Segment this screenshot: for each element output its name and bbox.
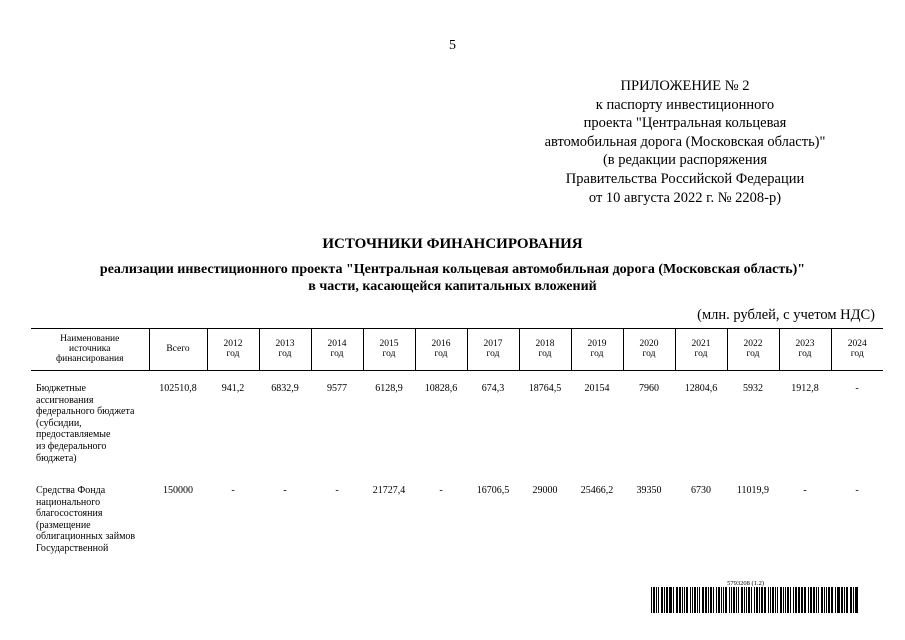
header-year: 2017 год bbox=[467, 329, 519, 371]
document-subtitle bbox=[40, 261, 865, 295]
value-cell: 5932 bbox=[743, 383, 763, 394]
appendix-line: автомобильная дорога (Московская область)" bbox=[544, 133, 826, 150]
table-row bbox=[31, 473, 883, 555]
value-cell: 9577 bbox=[327, 383, 347, 394]
header-year: 2013 год bbox=[259, 329, 311, 371]
value-cell: - bbox=[803, 485, 807, 496]
value-cell: - bbox=[439, 485, 443, 496]
value-cell: 20154 bbox=[584, 383, 610, 394]
header-source: Наименование источника финансирования bbox=[31, 329, 149, 371]
value-cell: 21727,4 bbox=[372, 485, 406, 496]
header-year: 2014 год bbox=[311, 329, 363, 371]
value-cell: 102510,8 bbox=[159, 383, 197, 394]
subtitle-line: в части, касающейся капитальных вложений bbox=[308, 279, 597, 294]
value-cell: 39350 bbox=[636, 485, 662, 496]
document-title: ИСТОЧНИКИ ФИНАНСИРОВАНИЯ bbox=[322, 236, 583, 252]
header-total: Всего bbox=[149, 329, 207, 371]
header-year: 2020 год bbox=[623, 329, 675, 371]
value-cell: 18764,5 bbox=[528, 383, 562, 394]
appendix-line: проекта "Центральная кольцевая bbox=[583, 115, 787, 132]
value-cell: 150000 bbox=[163, 485, 193, 496]
barcode-icon bbox=[650, 587, 860, 613]
units-note: (млн. рублей, с учетом НДС) bbox=[697, 307, 875, 323]
value-cell: - bbox=[855, 383, 859, 394]
value-cell: 29000 bbox=[532, 485, 558, 496]
table-header-row bbox=[31, 329, 883, 371]
header-year: 2021 год bbox=[675, 329, 727, 371]
source-cell: Средства Фонда национального благосостояния (размещение облигационных займов Государственной bbox=[36, 485, 136, 554]
value-cell: - bbox=[855, 485, 859, 496]
value-cell: - bbox=[231, 485, 235, 496]
barcode bbox=[650, 580, 860, 614]
appendix-line: ПРИЛОЖЕНИЕ № 2 bbox=[620, 78, 750, 94]
header-year: 2019 год bbox=[571, 329, 623, 371]
header-year: 2024 год bbox=[831, 329, 883, 371]
appendix-line: (в редакции распоряжения bbox=[602, 152, 768, 169]
value-cell: 6128,9 bbox=[375, 383, 403, 394]
header-year: 2022 год bbox=[727, 329, 779, 371]
value-cell: - bbox=[283, 485, 287, 496]
appendix-line: от 10 августа 2022 г. № 2208-р) bbox=[588, 189, 782, 206]
value-cell: 674,3 bbox=[481, 383, 505, 394]
value-cell: 7960 bbox=[639, 383, 659, 394]
header-year: 2018 год bbox=[519, 329, 571, 371]
table-row bbox=[31, 371, 883, 474]
header-year: 2015 год bbox=[363, 329, 415, 371]
value-cell: 6730 bbox=[691, 485, 711, 496]
appendix-line: Правительства Российской Федерации bbox=[565, 170, 805, 187]
value-cell: - bbox=[335, 485, 339, 496]
header-year: 2016 год bbox=[415, 329, 467, 371]
value-cell: 11019,9 bbox=[736, 485, 770, 496]
value-cell: 16706,5 bbox=[476, 485, 510, 496]
value-cell: 12804,6 bbox=[684, 383, 718, 394]
subtitle-line: реализации инвестиционного проекта "Центральная кольцевая автомобильная дорога (Московская область)" bbox=[99, 262, 806, 277]
appendix-line: к паспорту инвестиционного bbox=[595, 96, 775, 113]
header-year: 2012 год bbox=[207, 329, 259, 371]
page-number: 5 bbox=[449, 38, 456, 53]
value-cell: 6832,9 bbox=[271, 383, 299, 394]
source-cell: Бюджетные ассигнования федерального бюджета (субсидии, предоставляемые из федерального бюджета) bbox=[36, 383, 135, 464]
value-cell: 25466,2 bbox=[580, 485, 614, 496]
header-year: 2023 год bbox=[779, 329, 831, 371]
value-cell: 1912,8 bbox=[791, 383, 819, 394]
value-cell: 941,2 bbox=[221, 383, 245, 394]
financing-table bbox=[31, 328, 883, 555]
value-cell: 10828,6 bbox=[424, 383, 458, 394]
appendix-block bbox=[520, 77, 850, 207]
barcode-number: 5793208 (1.2) bbox=[727, 580, 764, 587]
